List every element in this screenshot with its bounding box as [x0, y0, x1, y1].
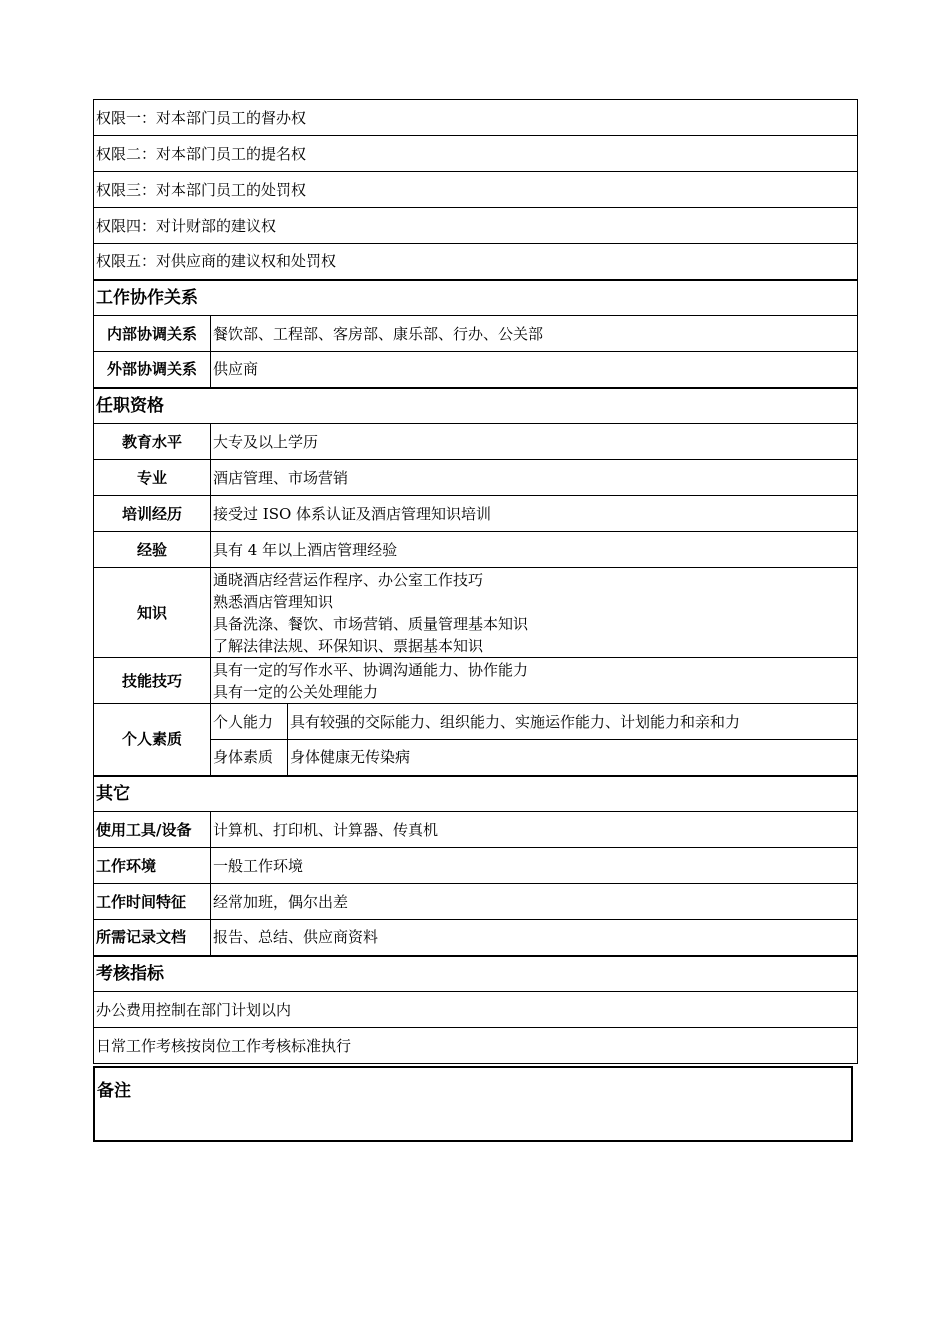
personal-quality-label: 个人素质 — [94, 704, 211, 776]
skills-value — [211, 658, 858, 704]
kpi-item-1: 办公费用控制在部门计划以内 — [94, 992, 858, 1028]
physical-value: 身体健康无传染病 — [288, 740, 858, 776]
authority-3: 权限三：对本部门员工的处罚权 — [94, 172, 858, 208]
knowledge-line: 通晓酒店经营运作程序、办公室工作技巧 — [213, 570, 484, 589]
knowledge-label: 知识 — [94, 568, 211, 658]
knowledge-line: 了解法律法规、环保知识、票据基本知识 — [213, 636, 484, 655]
knowledge-line: 熟悉酒店管理知识 — [213, 592, 334, 611]
skills-line: 具有一定的写作水平、协调沟通能力、协作能力 — [213, 660, 529, 679]
records-label: 所需记录文档 — [94, 920, 211, 956]
tools-label: 使用工具/设备 — [94, 812, 211, 848]
notes-box — [93, 1066, 853, 1142]
internal-coordination-value: 餐饮部、工程部、客房部、康乐部、行办、公关部 — [211, 316, 858, 352]
physical-label: 身体素质 — [211, 740, 288, 776]
ability-value: 具有较强的交际能力、组织能力、实施运作能力、计划能力和亲和力 — [288, 704, 858, 740]
authority-1: 权限一：对本部门员工的督办权 — [94, 100, 858, 136]
education-value: 大专及以上学历 — [211, 424, 858, 460]
environment-label: 工作环境 — [94, 848, 211, 884]
training-label: 培训经历 — [94, 496, 211, 532]
records-value: 报告、总结、供应商资料 — [211, 920, 858, 956]
major-value: 酒店管理、市场营销 — [211, 460, 858, 496]
training-value: 接受过 ISO 体系认证及酒店管理知识培训 — [211, 496, 858, 532]
section-cooperation-title: 工作协作关系 — [94, 280, 858, 316]
major-label: 专业 — [94, 460, 211, 496]
skills-line: 具有一定的公关处理能力 — [213, 682, 379, 701]
section-qualification-title: 任职资格 — [94, 388, 858, 424]
ability-label: 个人能力 — [211, 704, 288, 740]
authority-5: 权限五：对供应商的建议权和处罚权 — [94, 244, 858, 280]
section-other-title: 其它 — [94, 776, 858, 812]
knowledge-value — [211, 568, 858, 658]
knowledge-line: 具备洗涤、餐饮、市场营销、质量管理基本知识 — [213, 614, 529, 633]
work-time-label: 工作时间特征 — [94, 884, 211, 920]
education-label: 教育水平 — [94, 424, 211, 460]
environment-value: 一般工作环境 — [211, 848, 858, 884]
internal-coordination-label: 内部协调关系 — [94, 316, 211, 352]
experience-value: 具有 4 年以上酒店管理经验 — [211, 532, 858, 568]
external-coordination-label: 外部协调关系 — [94, 352, 211, 388]
job-description-table — [93, 99, 857, 1064]
tools-value: 计算机、打印机、计算器、传真机 — [211, 812, 858, 848]
section-kpi-title: 考核指标 — [94, 956, 858, 992]
notes-title: 备注 — [97, 1081, 131, 1101]
authority-2: 权限二：对本部门员工的提名权 — [94, 136, 858, 172]
external-coordination-value: 供应商 — [211, 352, 858, 388]
work-time-value: 经常加班，偶尔出差 — [211, 884, 858, 920]
kpi-item-2: 日常工作考核按岗位工作考核标准执行 — [94, 1028, 858, 1064]
skills-label: 技能技巧 — [94, 658, 211, 704]
experience-label: 经验 — [94, 532, 211, 568]
authority-4: 权限四：对计财部的建议权 — [94, 208, 858, 244]
